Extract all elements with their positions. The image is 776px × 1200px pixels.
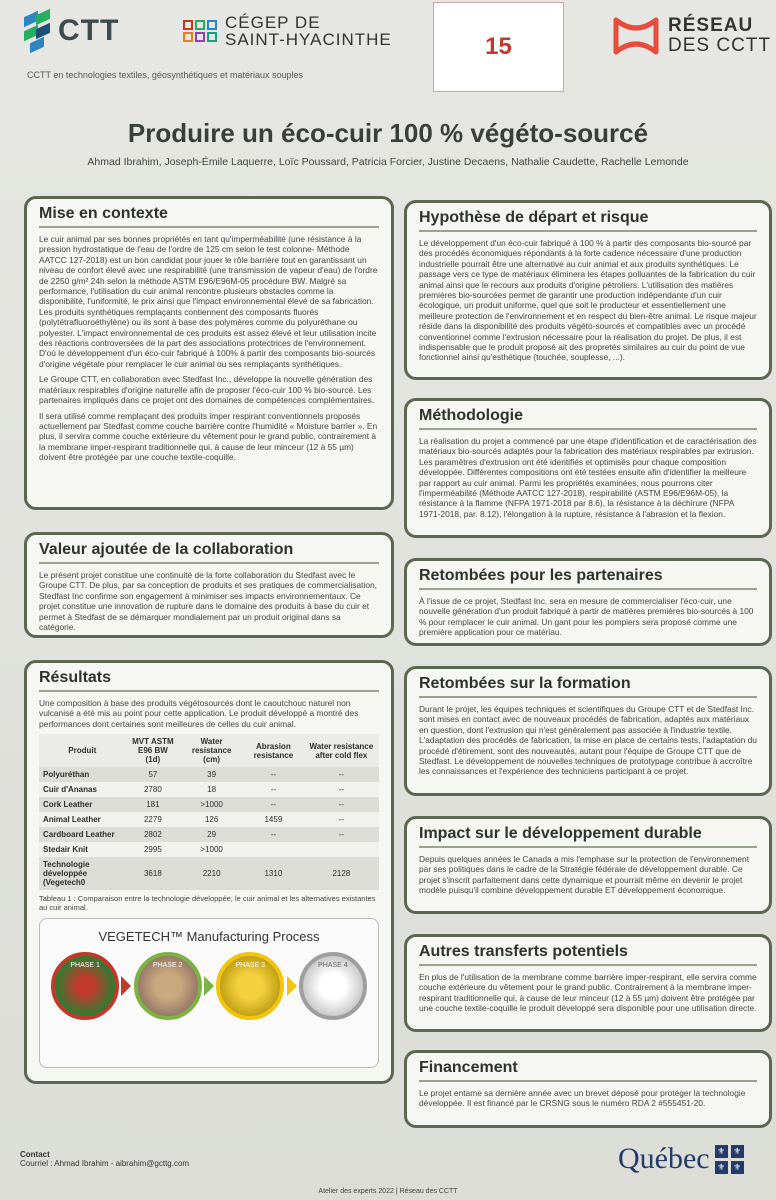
phase-1-image (51, 952, 119, 1020)
table-cell: Stedair Knit (39, 842, 126, 857)
table-cell: >1000 (180, 842, 243, 857)
col-header: MVT ASTM E96 BW (1d) (126, 734, 181, 767)
table-cell: 39 (180, 767, 243, 782)
fleur-de-lis-flag-icon: ⚜ ⚜ ⚜ ⚜ (715, 1145, 744, 1174)
table-cell: 126 (180, 812, 243, 827)
table-cell: 2802 (126, 827, 181, 842)
col-header: Produit (39, 734, 126, 767)
partenaires-p1: À l'issue de ce projet, Stedfast Inc. sera en mesure de commercialiser l'éco-cuir, une nouvelle génération d'un produit fabriqué à partir de matières premières bio-sourcés à 100 % pour remplacer le cuir animal. Un gant pour les pompiers sera proposé comme une première application pour ce matériau. (419, 596, 754, 638)
phase-2-image (134, 952, 202, 1020)
table-cell: >1000 (180, 797, 243, 812)
poster-title: Produire un éco-cuir 100 % végéto-sourcé (127, 118, 649, 148)
contact-line: Courriel : Ahmad Ibrahim - aibrahim@gcttg.com (20, 1159, 190, 1168)
contexte-p2: Le Groupe CTT, en collaboration avec Stedfast Inc., développe la nouvelle génération des matériaux respirables d'origine naturelle afin de proposer l'éco-cuir 100 % bio-sourcé. Les partenaires impliqués dans ce projet ont des domaines de compétences complémentaires. (39, 374, 375, 406)
footer-center: Atelier des experts 2022 | Réseau des CCTT (318, 1188, 458, 1195)
quebec-word: Québec (618, 1142, 710, 1175)
panel-impact (404, 816, 772, 914)
table-cell: Cuir d'Ananas (39, 782, 126, 797)
table-row (39, 797, 379, 812)
formation-p1: Durant le projet, les équipes techniques et scientifiques du Groupe CTT et de Stedfast Inc. sont mises en contact avec de nouveaux procédés de fabrication, adaptés aux matériaux en question, dont l'extrusion qui n'est généralement pas associée à l'industrie textile. L'adaptation des procédés de fabrication, la mise en place de certains tests, l'adaptation du procédé d'étirement, sont des nouveautés, autant pour l'équipe de Groupe CTT que de Stedfast. Le développement de nouvelles techniques de prototypage contribue à accroître les connaissances et l'expérience des techniciens participant à ce projet. (419, 704, 757, 777)
table-cell: 181 (126, 797, 181, 812)
reseau-logo (612, 14, 771, 58)
panel-methodologie (404, 398, 772, 538)
methodologie-title: Méthodologie (419, 407, 523, 424)
table-cell: -- (243, 782, 304, 797)
table-cell: 18 (180, 782, 243, 797)
table-cell: Polyuréthan (39, 767, 126, 782)
reseau-x-icon (612, 14, 660, 58)
table-cell: -- (304, 827, 379, 842)
table-caption: Tableau 1 : Comparaison entre la technologie développée, le cuir animal et les alternatives existantes au cuir animal. (39, 894, 376, 913)
contexte-p3: Il sera utilisé comme remplaçant des produits imper respirant conventionnels proposés actuellement par Stedfast comme couche barrière contre l'humidité « Moisture barrier ». En plus, il servira comme couche extérieure du vêtement pour le grand public, contrairement à la membrane imper-respirant traditionnelle qui, à cause de leur minceur (12 à 55 µm) doivent être protégée par une couche textile-coquille. (39, 410, 378, 463)
results-table (39, 734, 379, 890)
table-row (39, 812, 379, 827)
table-cell: 1459 (243, 812, 304, 827)
table-cell: 2995 (126, 842, 181, 857)
table-cell: -- (243, 767, 304, 782)
panel-contexte (24, 196, 394, 510)
table-row (39, 782, 379, 797)
table-cell: -- (304, 797, 379, 812)
poster-number: 15 (433, 2, 564, 92)
contact-label: Contact (20, 1150, 50, 1159)
formation-title: Retombées sur la formation (419, 675, 631, 692)
table-row (39, 857, 379, 890)
methodologie-p1: La réalisation du projet a commencé par une étape d'identification et de caractérisation des matériaux bio-sourcés adaptés pour la fabrication des matériaux respirables par extrusion. Les paramètres d'extrusion ont été identifiés et optimisés pour chaque composition développée. Différentes compositions ont été testées ensuite afin d'identifier la meilleure par rapport au cuir animal. Parmi les propriétés examinées, nous pourrons citer l'imperméabilité (Méthode AATCC 127-2018), respirabilité (ASTM E96/E96M-05), la résistance à la flamme (NFPA 1971-2018 par 8.6), la résistance à la déchirure (NFPA 1971-2018, par. 8.12), l'élongation à la rupture, résistance à l'abrasion et la flexion. (419, 436, 757, 519)
phase-label: PHASE 2 (152, 962, 183, 970)
arrow-right-icon (204, 976, 214, 996)
cegep-grid-icon (183, 20, 217, 42)
financement-title: Financement (419, 1059, 518, 1076)
ctt-name: CTT (58, 14, 120, 47)
transferts-title: Autres transferts potentiels (419, 943, 628, 960)
table-cell: 1310 (243, 857, 304, 890)
col-header: Water resistance after cold flex (304, 734, 379, 767)
table-cell: 2780 (126, 782, 181, 797)
table-cell: 2128 (304, 857, 379, 890)
table-row (39, 767, 379, 782)
cegep-line2: SAINT-HYACINTHE (225, 30, 392, 49)
arrow-right-icon (121, 976, 131, 996)
vegetech-figure (39, 918, 379, 1068)
vegetech-title: VEGETECH™ Manufacturing Process (98, 929, 320, 945)
table-cell: -- (304, 812, 379, 827)
table-cell: -- (304, 767, 379, 782)
partenaires-title: Retombées pour les partenaires (419, 567, 663, 584)
panel-valeur (24, 532, 394, 638)
ctt-subtitle: CCTT en technologies textiles, géosynthétiques et matériaux souples (27, 70, 303, 80)
reseau-line2: DES CCTT (668, 35, 771, 56)
table-row (39, 842, 379, 857)
contexte-title: Mise en contexte (39, 205, 168, 222)
panel-formation (404, 666, 772, 796)
phase-3-image (216, 952, 284, 1020)
authors: Ahmad Ibrahim, Joseph-Émile Laquerre, Loïc Poussard, Patricia Forcier, Justine Decaens, Nathalie Caudette, Rachelle Lemonde (87, 156, 689, 168)
table-cell: -- (243, 827, 304, 842)
table-cell: 2279 (126, 812, 181, 827)
panel-financement (404, 1050, 772, 1128)
table-cell (304, 842, 379, 857)
panel-resultats (24, 660, 394, 1084)
panel-partenaires (404, 558, 772, 646)
panel-hypothese (404, 200, 772, 380)
table-cell: Animal Leather (39, 812, 126, 827)
transferts-p1: En plus de l'utilisation de la membrane comme barrière imper-respirant, elle servira comme couche extérieure du vêtement pour le grand public. Contrairement à la membrane imper-respirant traditionnelle qui, à cause de leur minceur (12 à 55 µm) doivent être protégée par une couche textile-coquille le produit développé sera disponible pour une utilisation directe. (419, 972, 757, 1014)
table-cell: 3618 (126, 857, 181, 890)
phase-label: PHASE 3 (235, 962, 266, 970)
table-cell: -- (243, 797, 304, 812)
table-row (39, 827, 379, 842)
financement-p1: Le projet entame sa dernière année avec un brevet déposé pour protéger la technologie développée. Il est financé par le CRSNG sous le numéro RDA 2 #555451-20. (419, 1088, 746, 1109)
table-cell: -- (304, 782, 379, 797)
col-header: Abrasion resistance (243, 734, 304, 767)
arrow-right-icon (287, 976, 297, 996)
table-cell (243, 842, 304, 857)
hypothese-title: Hypothèse de départ et risque (419, 209, 649, 226)
resultats-title: Résultats (39, 669, 112, 686)
impact-p1: Depuis quelques années le Canada a mis l'emphase sur la protection de l'environnement par ses politiques dans le cadre de la Stratégie fédérale de développement durable. Ce projet s'inscrit parfaitement dans cette dynamique et pourrait même en devenir le projet modèle puisqu'il combine développement durable ET développement économique. (419, 854, 750, 896)
hypothese-p1: Le développement d'un éco-cuir fabriqué à 100 % à partir des composants bio-sourcé par des procédés économiques répondants à la forte cadence nécessaire d'une production industrielle pourrait être une alternative au cuir animal et aux produits synthétiques. Le passage vers ce type de matériaux éliminera les étapes polluantes de la fabrication du cuir animal ainsi que le recours aux produits d'origine pétroliers. L'utilisation des matières premières bio-sourcées permet de garantir une production indépendante d'un cuir écologique, un produit uniforme, quel que soit le producteur et essentiellement une meilleure protection de l'environnement et en respect du bien-être animal. Le risque majeur réside dans la disponibilité des produits végéto-sourcés et compatibles avec un procédé conventionnel comme l'extrusion nécessaire pour la réalisation du projet. De plus, il est indispensable que le produit proposé ait des propretés similaires au cuir du point de vue fonctionnel ainsi qu'esthétique (touchée, souplesse, ...). (419, 238, 757, 363)
cegep-logo (183, 14, 392, 48)
col-header: Water resistance (cm) (180, 734, 243, 767)
table-cell: 57 (126, 767, 181, 782)
contact (20, 1150, 189, 1168)
table-cell: 29 (180, 827, 243, 842)
impact-title: Impact sur le développement durable (419, 825, 702, 842)
resultats-p1: Une composition à base des produits végétosourcés dont le caoutchouc naturel non vulcanisé a été mis au point pour cette application. Le produit développé a montré des performances dont certaines sont meilleures de celles du cuir animal. (39, 698, 359, 729)
phase-label: PHASE 4 (318, 962, 348, 970)
quebec-logo (618, 1142, 744, 1176)
phase-label: PHASE 1 (70, 962, 100, 970)
valeur-title: Valeur ajoutée de la collaboration (39, 541, 294, 558)
table-header-row (39, 734, 379, 767)
table-cell: 2210 (180, 857, 243, 890)
table-cell: Cardboard Leather (39, 827, 126, 842)
table-cell: Technologie développée (Vegetech0 (39, 857, 126, 890)
valeur-p1: Le présent projet constitue une continuité de la forte collaboration du Stedfast avec le Groupe CTT. De plus, par sa conception de produits et ses pratiques de commercialisation, Stedfast Inc confirme son engagement à minimiser ses impacts environnementaux. Ce projet constitue une innovation de rupture dans le domaine des produits à base du cuir et permet à Stedfast de se démarquer mondialement par un produit original dans sa catégorie. (39, 570, 377, 633)
contexte-p1: Le cuir animal par ses bonnes propriétés en tant qu'imperméabilité (une résistance à la pression hydrostatique de l'eau de l'ordre de 125 cm selon le test colonne- Méthode AATCC 127-2018) est un bon candidat pour jouer le rôle barrière tout en garantissant un niveau de confort élevé avec une respirabilité (une transmission de vapeur d'eau) de l'ordre de 2250 g/m² 24h selon la méthode ASTM E96/E96M-05 procédure BW. Malgré sa performance, l'utilisation du cuir animal rencontre plusieurs obstacles comme la disponibilité, l'uniformité, le prix ainsi que l'impact environnemental élevé de sa fabrication. Les produits synthétiques remplaçants contiennent des composants fluorés (polytétrafluoroéthylène) ou ils sont à base des polymères comme du polyuréthane ou polyester. L'impact environnemental de ces produits est assez élevé et leur utilisation incite des réactions controversées de la part des associations protectrices de l'environnement. D'où le développement d'un éco-cuir fabriqué à 100% à partir des composants bio-sourcés d'origine végétale pour remplacer le cuir animal ou ses remplaçants synthétiques. (39, 234, 378, 369)
reseau-line1: RÉSEAU (668, 15, 754, 36)
phase-4-image (299, 952, 367, 1020)
cegep-line1: CÉGEP DE (225, 13, 321, 32)
table-cell: Cork Leather (39, 797, 126, 812)
panel-transferts (404, 934, 772, 1032)
ctt-mark-icon (24, 10, 52, 52)
ctt-logo (24, 10, 119, 52)
